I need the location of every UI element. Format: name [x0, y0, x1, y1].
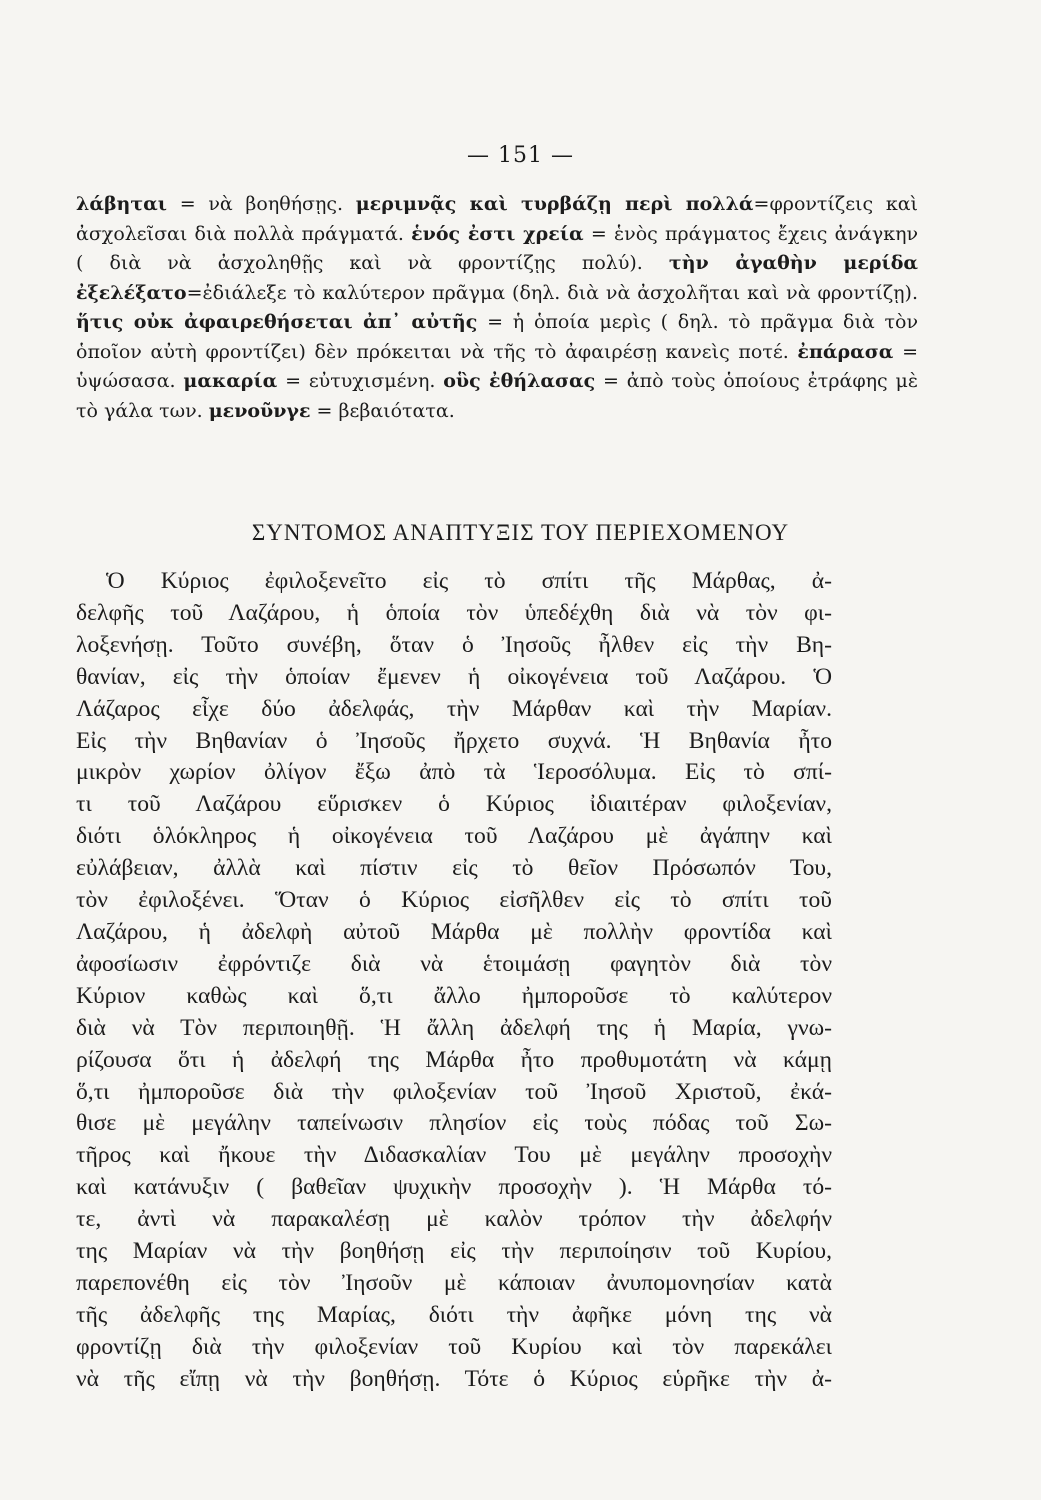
body-line: φροντίζῃ διὰ τὴν φιλοξενίαν τοῦ Κυρίου καὶ τὸν παρεκάλει — [76, 1333, 832, 1360]
body-line: θισε μὲ μεγάλην ταπείνωσιν πλησίον εἰς τοὺς πόδας τοῦ Σω- — [76, 1110, 832, 1137]
note-gloss: = εὐτυχισμένη. — [277, 370, 444, 392]
note-term: ἐπάρασα — [797, 340, 894, 363]
section-heading: ΣΥΝΤΟΜΟΣ ΑΝΑΠΤΥΞΙΣ ΤΟΥ ΠΕΡΙΕΧΟΜΕΝΟΥ — [251, 520, 790, 545]
note-term: ἑνός ἐστι χρεία — [411, 222, 584, 245]
body-line: νὰ τῆς εἴπῃ νὰ τὴν βοηθήσῃ. Τότε ὁ Κύριος εὑρῆκε τὴν ἀ- — [76, 1365, 832, 1392]
body-line: παρεπονέθη εἰς τὸν Ἰησοῦν μὲ κάποιαν ἀνυπομονησίαν κατὰ — [76, 1269, 832, 1296]
note-gloss: = ἀπὸ τοὺς ὁποίους ἐτράφης μὲ τὸ γάλα των. — [76, 370, 919, 422]
body-line: Ὁ Κύριος ἐφιλοξενεῖτο εἰς τὸ σπίτι τῆς Μάρθας, ἀ- — [106, 568, 832, 594]
section-body — [76, 566, 832, 1396]
body-line: καὶ κατάνυξιν ( βαθεῖαν ψυχικὴν προσοχὴν ). Ἡ Μάρθα τό- — [76, 1174, 832, 1201]
body-line: διότι ὁλόκληρος ἡ οἰκογένεια τοῦ Λαζάρου μὲ ἀγάπην καὶ — [76, 823, 832, 850]
body-line: λοξενήσῃ. Τοῦτο συνέβη, ὅταν ὁ Ἰησοῦς ἦλθεν εἰς τὴν Βη- — [76, 631, 832, 658]
body-line: διὰ νὰ Τὸν περιποιηθῇ. Ἡ ἄλλη ἀδελφή της ἡ Μαρία, γνω- — [76, 1014, 832, 1041]
note-term: οὓς ἐθήλασας — [443, 370, 596, 392]
note-term: μενοῦνγε — [208, 399, 311, 422]
note-gloss: = ἡ ὁποία μερὶς ( δηλ. τὸ πρᾶγμα διὰ τὸν ὁποῖον αὐτὴ φροντίζει) δὲν πρόκειται νὰ τῆς τὸ ἀφαιρέσῃ κανεὶς ποτέ. — [76, 311, 918, 363]
body-line: μικρὸν χωρίον ὀλίγον ἔξω ἀπὸ τὰ Ἱεροσόλυμα. Εἰς τὸ σπί- — [76, 759, 832, 786]
note-gloss: = νὰ βοηθήσῃς. — [166, 193, 356, 215]
body-line: τῆς ἀδελφῆς της Μαρίας, διότι τὴν ἀφῆκε μόνη της νὰ — [76, 1301, 832, 1328]
note-term: μεριμνᾷς καὶ τυρβάζῃ περὶ πολλά — [355, 193, 754, 215]
body-line: δελφῆς τοῦ Λαζάρου, ἡ ὁποία τὸν ὑπεδέχθη διὰ νὰ τὸν φι- — [76, 599, 832, 626]
note-term: τὴν ἀγαθὴν μερίδα ἐξελέξατο — [76, 252, 918, 304]
body-line: ἀφοσίωσιν ἐφρόντιζε διὰ νὰ ἑτοιμάσῃ φαγητὸν διὰ τὸν — [76, 950, 832, 977]
note-gloss: = βεβαιότατα. — [310, 399, 455, 422]
body-line: ρίζουσα ὅτι ἡ ἀδελφή της Μάρθα ἦτο προθυμοτάτη νὰ κάμῃ — [76, 1046, 832, 1073]
note-term: μακαρία — [183, 370, 278, 392]
note-gloss: = ἑνὸς πράγματος ἔχεις ἀνάγκην ( διὰ νὰ ἀσχοληθῇς καὶ νὰ φροντίζῃς πολύ). — [76, 222, 919, 274]
body-line: ὅ,τι ἠμποροῦσε διὰ τὴν φιλοξενίαν τοῦ Ἰησοῦ Χριστοῦ, ἐκά- — [76, 1078, 832, 1105]
body-line: Εἰς τὴν Βηθανίαν ὁ Ἰησοῦς ἤρχετο συχνά. Ἡ Βηθανία ἦτο — [76, 727, 832, 754]
note-gloss: =ἐδιάλεξε τὸ καλύτερον πρᾶγμα (δηλ. διὰ νὰ ἀσχολῆται καὶ νὰ φροντίζῃ). — [186, 281, 918, 304]
body-line: τι τοῦ Λαζάρου εὕρισκεν ὁ Κύριος ἰδιαιτέραν φιλοξενίαν, — [76, 791, 832, 818]
body-line: Κύριον καθὼς καὶ ὅ,τι ἄλλο ἠμποροῦσε τὸ καλύτερον — [76, 982, 832, 1009]
body-line: εὐλάβειαν, ἀλλὰ καὶ πίστιν εἰς τὸ θεῖον Πρόσωπόν Του, — [76, 855, 832, 882]
note-gloss: =φροντίζεις καὶ ἀσχολεῖσαι διὰ πολλὰ πράγματά. — [76, 193, 918, 245]
body-line: Λάζαρος εἶχε δύο ἀδελφάς, τὴν Μάρθαν καὶ τὴν Μαρίαν. — [76, 695, 832, 722]
note-term: ἥτις οὐκ ἀφαιρεθήσεται ἀπ᾽ αὐτῆς — [76, 311, 478, 333]
body-line: τὸν ἐφιλοξένει. Ὅταν ὁ Κύριος εἰσῆλθεν εἰς τὸ σπίτι τοῦ — [76, 887, 832, 914]
note-term: λάβηται — [76, 193, 167, 215]
body-line: της Μαρίαν νὰ τὴν βοηθήσῃ εἰς τὴν περιποίησιν τοῦ Κυρίου, — [76, 1238, 832, 1265]
body-line: τῆρος καὶ ἤκουε τὴν Διδασκαλίαν Του μὲ μεγάλην προσοχὴν — [76, 1142, 832, 1169]
body-line: θανίαν, εἰς τὴν ὁποίαν ἔμενεν ἡ οἰκογένεια τοῦ Λαζάρου. Ὁ — [76, 663, 832, 690]
page-number: — 151 — — [467, 143, 574, 168]
note-gloss: = ὑψώσασα. — [76, 340, 918, 392]
body-line: Λαζάρου, ἡ ἀδελφὴ αὐτοῦ Μάρθα μὲ πολλὴν φροντίδα καὶ — [76, 918, 832, 945]
body-line: τε, ἀντὶ νὰ παρακαλέσῃ μὲ καλὸν τρόπον τὴν ἀδελφήν — [76, 1206, 832, 1233]
glossary-notes — [76, 190, 918, 426]
